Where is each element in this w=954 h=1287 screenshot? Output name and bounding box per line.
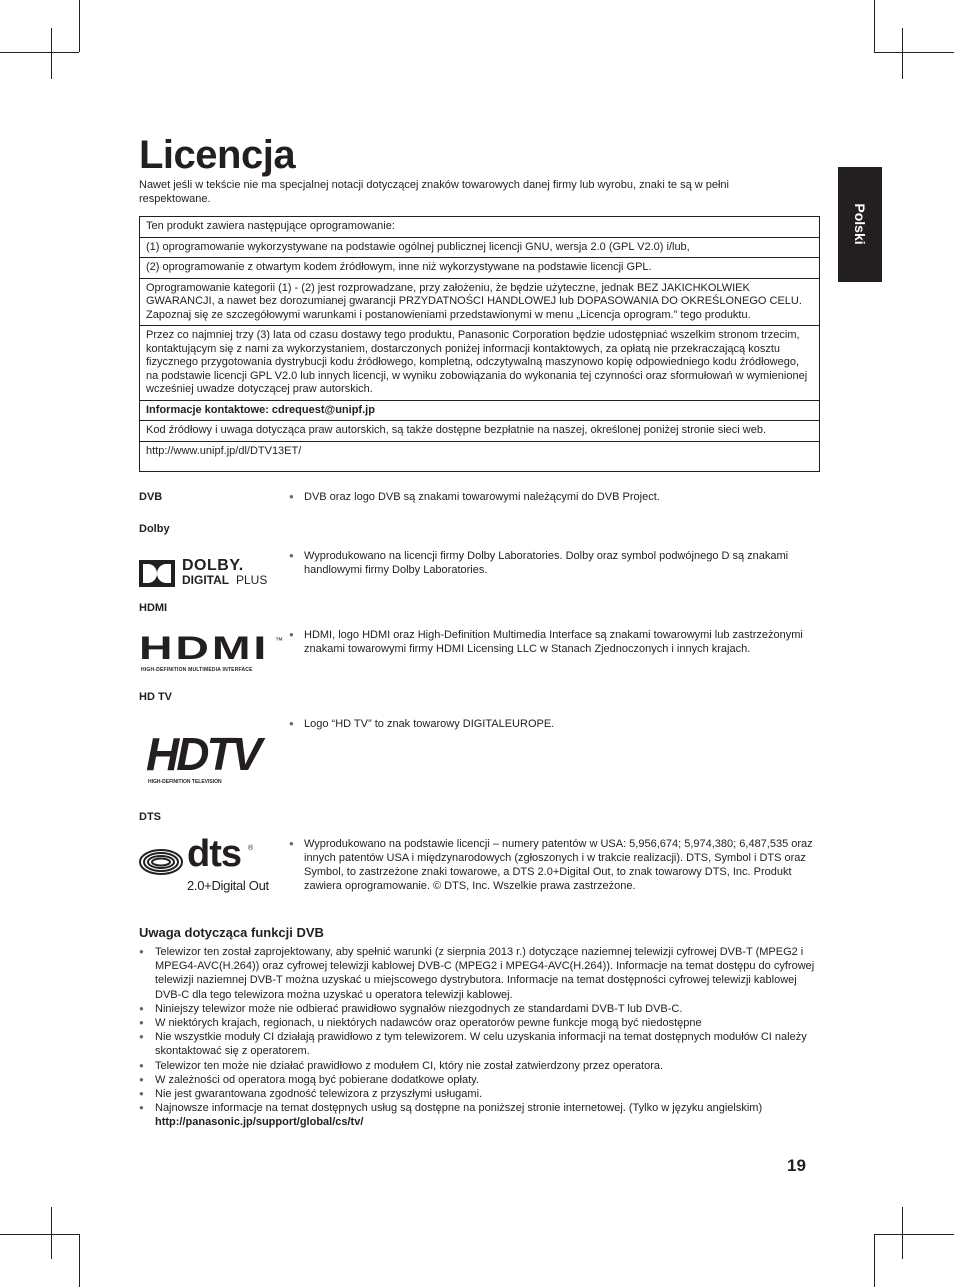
intro-text: Nawet jeśli w tekście nie ma specjalnej notacji dotyczącej znaków towarowych danej firmy lub wyrobu, znaki te są w pełni respektowane. [139,179,729,205]
crop-mark [874,52,927,53]
language-tab-label: Polski [852,203,868,245]
crop-mark [902,1207,903,1259]
dolby-trademark-text: ● Wyprodukowano na licencji firmy Dolby Laboratories. Dolby oraz symbol podwójnego D są znakami handlowymi firmy Dolby Laboratories. [304,549,819,577]
dolby-logo-sub-plus: PLUS [236,573,268,587]
crop-mark [28,52,79,53]
license-row: (2) oprogramowanie z otwartym kodem źródłowym, inne niż wykorzystywane na podstawie licencji GPL. [140,258,819,279]
list-item: ● Telewizor ten został zaprojektowany, aby spełnić warunki (z sierpnia 2013 r.) dotyczące naziemnej telewizji cyfrowej DVB-T (MPEG2 i MPEG4-AVC(H.264)) oraz cyfrowej telewizji kablowej DVB-C (MPEG2 i MPEG4-AVC(H.264)). Informacje na temat dostępu do cyfrowej telewizji naziemnej DVB-T można uzyskać u miejscowego dystrybutora. Informacje na temat dostępności cyfrowej telewizji kablowej DVB-C dla tego telewizora można uzyskać u operatora telewizji kablowej. [155,945,821,1002]
hdmi-logo-tm: ™ [275,636,283,645]
crop-mark [28,1234,79,1235]
crop-mark [874,0,875,52]
crop-mark [51,1207,52,1259]
dts-label: DTS [139,811,161,823]
hdmi-trademark-text: ● HDMI, logo HDMI oraz High-Definition Multimedia Interface są znakami towarowymi lub zastrzeżonymi znakami towarowymi firmy HDMI Licensing LLC w Stanach Zjednoczonych i innych krajach. [304,628,819,656]
license-row: (1) oprogramowanie wykorzystywane na podstawie ogólnej publicznej licencji GNU, wersja 2.0 (GPL V2.0) i/lub, [140,238,819,259]
hdtv-logo-word: HDTV [146,728,260,780]
language-tab [838,167,882,282]
dts-trademark-text: ● Wyprodukowano na podstawie licencji – numery patentów w USA: 5,956,674; 5,974,380; 6,487,535 oraz innych patentów USA i międzynarodowych (zgłoszonych i w trakcie realizacji). DTS, Symbol i DTS oraz Symbol, to zastrzeżone znaki towarowe, a DTS 2.0+Digital Out, to znak towarowy DTS, Inc. Produkt zawiera oprogramowanie. © DTS, Inc. Wszelkie prawa zastrzeżone. [304,837,819,893]
list-item: ● Telewizor ten może nie działać prawidłowo z modułem CI, który nie został zatwierdzony przez operatora. [155,1059,821,1073]
crop-mark [902,28,903,79]
dvb-notes-list [155,945,821,1130]
license-row: Ten produkt zawiera następujące oprogramowanie: [140,217,819,238]
license-box [139,216,820,472]
dolby-logo-word: DOLBY. [182,557,244,574]
hdtv-logo-sub: HIGH-DEFINITION TELEVISION [148,779,222,785]
hdmi-logo-word: HDMI [139,630,270,666]
dolby-logo [139,559,279,589]
hdtv-trademark-text: ● Logo “HD TV” to znak towarowy DIGITALEUROPE. [304,717,819,731]
crop-mark [79,1234,80,1287]
list-item: ● Najnowsze informacje na temat dostępnych usług są dostępne na poniższej stronie internetowej. (Tylko w języku angielskim) http://panasonic.jp/support/global/cs/tv/ [155,1101,821,1129]
crop-mark [51,28,52,79]
crop-mark [874,1234,875,1287]
hdtv-label: HD TV [139,691,172,703]
page-title: Licencja [139,133,296,177]
list-item: ● Niniejszy telewizor może nie odbierać prawidłowo sygnałów niezgodnych ze standardami DVB-T lub DVB-C. [155,1002,821,1016]
license-row: Kod źródłowy i uwaga dotycząca praw autorskich, są także dostępne bezpłatnie na naszej, określonej poniżej stronie sieci web. [140,421,819,442]
list-item: ● Nie wszystkie moduły CI działają prawidłowo z tym telewizorem. W celu uzyskania informacji na temat dostępnych modułów CI należy skontaktować się z operatorem. [155,1030,821,1058]
list-item: ● W niektórych krajach, regionach, u niektórych nadawców oraz operatorów pewne funkcje mogą być niedostępne [155,1016,821,1030]
dolby-label: Dolby [139,523,170,535]
hdmi-logo-sub: HIGH-DEFINITION MULTIMEDIA INTERFACE [141,667,253,673]
hdmi-label: HDMI [139,602,168,614]
hdmi-logo [139,630,284,676]
page-number: 19 [787,1156,806,1175]
license-row: Informacje kontaktowe: cdrequest@unipf.jp [140,401,819,422]
license-row: http://www.unipf.jp/dl/DTV13ET/ [146,444,302,457]
license-row: Przez co najmniej trzy (3) lata od czasu dostawy tego produktu, Panasonic Corporation będzie udostępniać wszelkim stronom trzecim, kontaktującym się z nami za wykorzystaniem, dostarczonych poniżej informacji kontaktowych, za opłatą nie przekraczającą kosztu fizycznego przygotowania dystrybucji kodu źródłowego, kompletną, odczytywalną maszynowo kopię odpowiedniego kodu źródłowego, na podstawie licencji GPL V2.0 lub innych licencji, w wyniku zobowiązania do wykonania tej czynności oraz sformułowań w wymienionej wcześniej uwadze dotyczącej praw autorskich. [140,326,819,401]
dvb-label: DVB [139,491,163,503]
dvb-trademark-text: ● DVB oraz logo DVB są znakami towarowymi należącymi do DVB Project. [304,490,819,504]
dolby-logo-sub: DIGITAL [182,573,230,587]
dts-logo-sub: 2.0+Digital Out [187,878,269,893]
list-item: ● Nie jest gwarantowana zgodność telewizora z przyszłymi usługami. [155,1087,821,1101]
dts-logo-reg: ® [248,845,254,852]
crop-mark [79,0,80,52]
hdtv-logo [146,728,271,789]
support-url-link[interactable]: http://panasonic.jp/support/global/cs/tv/ [155,1116,364,1129]
dts-logo-word: dts [187,833,241,875]
dvb-notes-heading: Uwaga dotycząca funkcji DVB [139,925,324,940]
dts-logo [139,833,279,895]
dts-swirl-icon [139,847,183,877]
list-item: ● W zależności od operatora mogą być pobierane dodatkowe opłaty. [155,1073,821,1087]
crop-mark [874,1234,927,1235]
license-row: Oprogramowanie kategorii (1) - (2) jest rozprowadzane, przy założeniu, że będzie użyteczne, jednak BEZ JAKICHKOLWIEK GWARANCJI, a nawet bez dorozumianej gwarancji PRZYDATNOŚCI HANDLOWEJ lub DOPASOWANIA DO OKREŚLONEGO CELU. Zapoznaj się ze szczegółowymi warunkami i postanowieniami przedstawionymi w menu „Licencja oprogram.” tego produktu. [140,279,819,327]
